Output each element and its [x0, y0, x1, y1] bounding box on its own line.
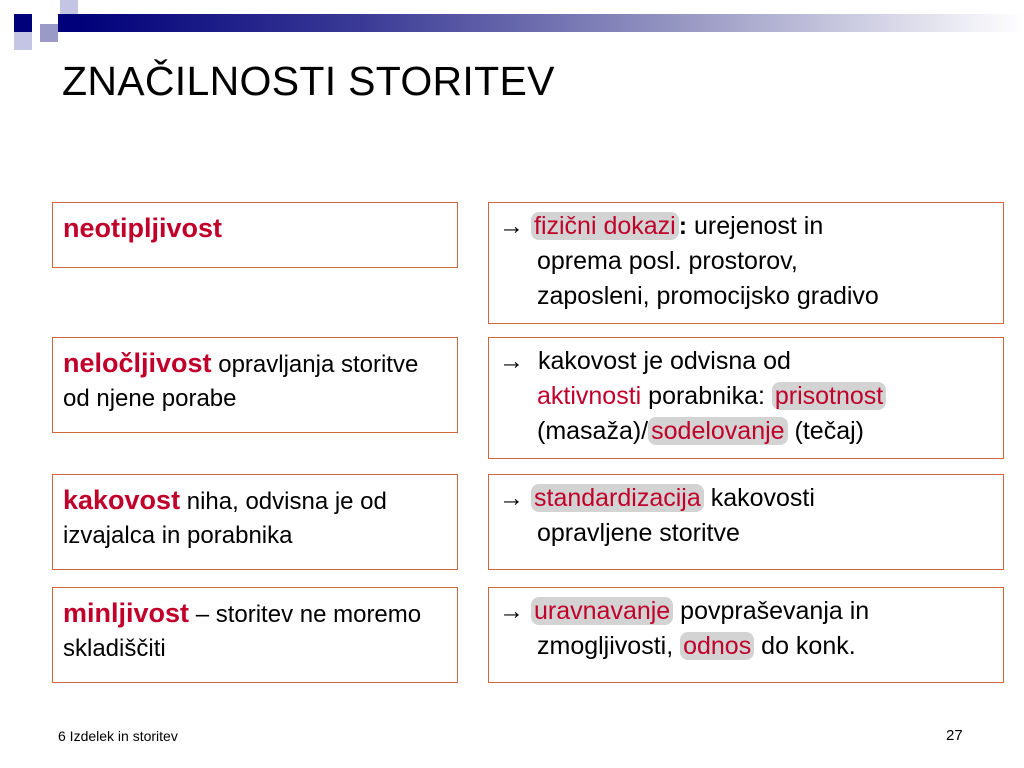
characteristic-keyword: neločljivost	[63, 348, 212, 378]
deco-square	[58, 14, 76, 32]
deco-square	[40, 24, 58, 42]
highlight-term: fizični dokazi	[531, 212, 679, 240]
arrow-icon: →	[499, 347, 524, 375]
characteristic-box-intangibility	[52, 202, 458, 268]
arrow-icon: →	[499, 212, 524, 240]
deco-square	[14, 32, 32, 50]
arrow-icon: →	[499, 484, 524, 512]
highlight-term: sodelovanje	[648, 417, 787, 445]
page-number: 27	[946, 727, 963, 744]
characteristic-keyword: kakovost	[63, 485, 181, 515]
implication-box-inseparability	[488, 337, 1004, 459]
deco-square	[60, 0, 78, 14]
implication-box-perishability	[488, 587, 1004, 683]
characteristic-box-inseparability	[52, 337, 458, 433]
characteristic-keyword: neotipljivost	[63, 213, 223, 243]
top-gradient-bar	[76, 14, 1024, 32]
highlight-term: standardizacija	[531, 484, 704, 512]
implication-text: → standardizacija kakovosti opravljene storitve	[499, 481, 997, 551]
implication-box-intangibility	[488, 202, 1004, 324]
implication-text: → fizični dokazi : urejenost in oprema posl. prostorov, zaposleni, promocijsko gradivo	[499, 209, 997, 314]
highlight-term: uravnavanje	[531, 597, 673, 625]
highlight-term: odnos	[680, 632, 754, 660]
characteristic-text: minljivost – storitev ne moremo skladiščiti	[63, 598, 422, 662]
characteristic-text	[63, 211, 449, 247]
characteristic-box-perishability	[52, 587, 458, 683]
highlight-term: prisotnost	[772, 382, 886, 410]
arrow-icon: →	[499, 597, 524, 625]
characteristic-text: kakovost niha, odvisna je od izvajalca in porabnika	[63, 485, 387, 549]
slide-title: ZNAČILNOSTI STORITEV	[62, 58, 555, 104]
characteristic-keyword: minljivost	[63, 598, 190, 628]
implication-text: → uravnavanje povpraševanja in zmogljivosti, odnos do konk.	[499, 594, 997, 664]
slide-footer: 6 Izdelek in storitev	[58, 728, 178, 744]
implication-text: → kakovost je odvisna od aktivnosti porabnika: prisotnost (masaža)/ sodelovanje (tečaj)	[499, 344, 997, 449]
characteristic-box-variability	[52, 474, 458, 570]
implication-box-variability	[488, 474, 1004, 570]
deco-square	[14, 14, 32, 32]
characteristic-text: neločljivost opravljanja storitve od njene porabe	[63, 348, 419, 412]
